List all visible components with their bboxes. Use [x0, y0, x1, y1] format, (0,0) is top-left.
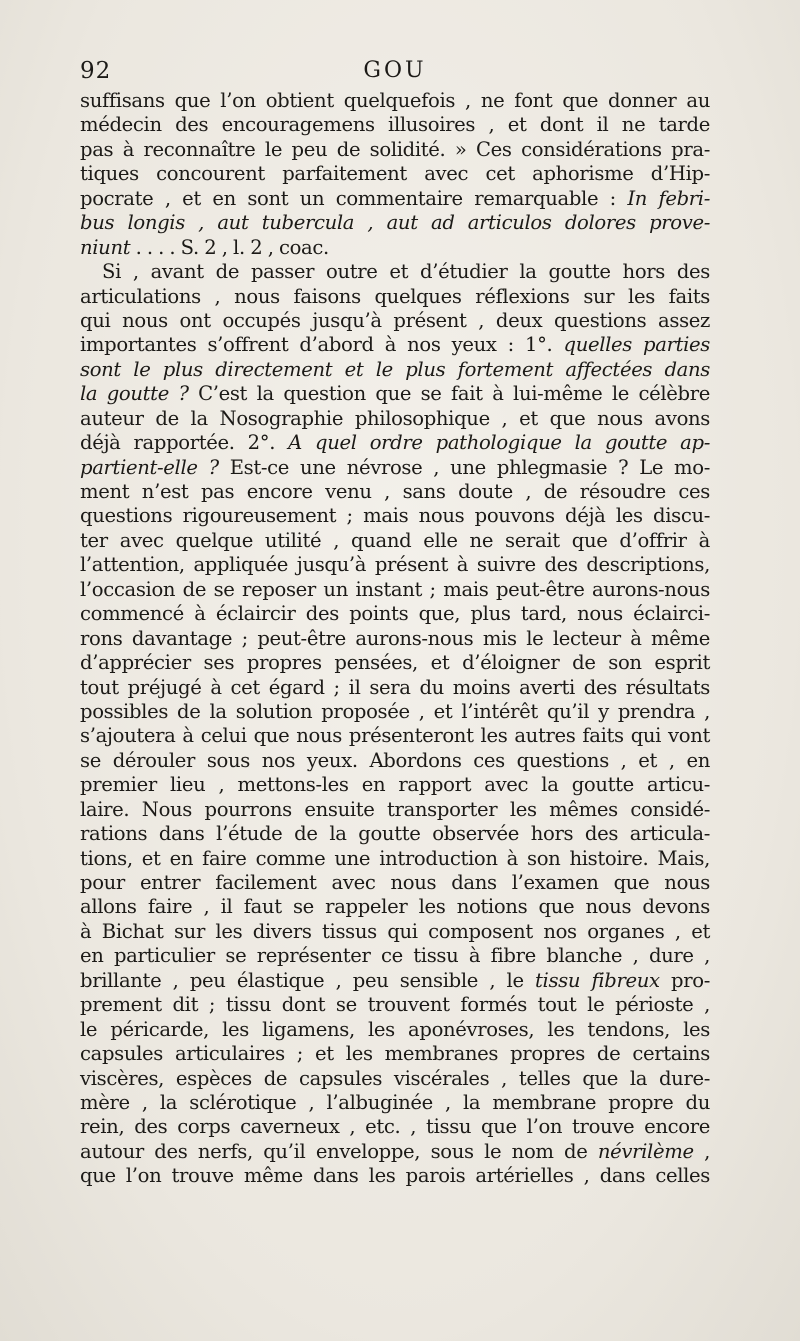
- text-line: [80, 89, 710, 113]
- text-line: [80, 944, 710, 968]
- text-fragment: en particulier se représenter ce tissu à fibre blanche , dure ,: [80, 944, 710, 968]
- text-line: [80, 285, 710, 309]
- text-fragment: pocrate , et en sont un commentaire remarquable :: [80, 186, 628, 210]
- text-fragment: prement dit ; tissu dont se trouvent formés tout le périoste ,: [80, 993, 710, 1017]
- text-fragment: possibles de la solution proposée , et l’intérêt qu’il y prendra ,: [80, 699, 710, 723]
- text-line: [80, 236, 710, 260]
- text-line: [80, 1164, 710, 1188]
- text-fragment: articulations , nous faisons quelques réflexions sur les faits: [80, 284, 710, 308]
- text-line: [80, 431, 710, 455]
- text-fragment: auteur de la Nosographie philosophique , et que nous avons: [80, 406, 710, 430]
- text-fragment: rations dans l’étude de la goutte observée hors des articula-: [80, 822, 710, 846]
- italic-text: la goutte ?: [80, 382, 189, 406]
- text-line: [80, 895, 710, 919]
- italic-text: sont le plus directement et le plus fortement affectées dans: [80, 357, 710, 381]
- text-line: [80, 700, 710, 724]
- body-text: [80, 89, 710, 1189]
- text-line: [80, 211, 710, 235]
- text-line: [80, 1018, 710, 1042]
- text-fragment: qui nous ont occupés jusqu’à présent , deux questions assez: [80, 308, 710, 332]
- text-fragment: ter avec quelque utilité , quand elle ne serait que d’offrir à: [80, 528, 710, 552]
- text-line: [80, 456, 710, 480]
- text-fragment: rein, des corps caverneux , etc. , tissu que l’on trouve encore: [80, 1115, 710, 1139]
- text-line: [80, 920, 710, 944]
- text-line: [80, 676, 710, 700]
- text-fragment: Si , avant de passer outre et d’étudier la goutte hors des: [102, 260, 710, 284]
- text-line: [80, 187, 710, 211]
- text-fragment: tions, et en faire comme une introduction à son histoire. Mais,: [80, 846, 710, 870]
- italic-text: A quel ordre pathologique la goutte ap-: [288, 431, 710, 455]
- text-fragment: laire. Nous pourrons ensuite transporter les mêmes considé-: [80, 797, 710, 821]
- text-fragment: se dérouler sous nos yeux. Abordons ces questions , et , en: [80, 748, 710, 772]
- text-fragment: ,: [693, 1139, 710, 1163]
- text-fragment: rons davantage ; peut-être aurons-nous mis le lecteur à même: [80, 626, 710, 650]
- text-line: [80, 382, 710, 406]
- text-fragment: . . . . S. 2 , l. 2 , coac.: [130, 235, 329, 259]
- italic-text: partient-elle ?: [80, 455, 219, 479]
- text-line: [80, 504, 710, 528]
- italic-text: quelles parties: [563, 333, 710, 357]
- text-line: [80, 1067, 710, 1091]
- text-line: [80, 724, 710, 748]
- text-fragment: tiques concourent parfaitement avec cet aphorisme d’Hip-: [80, 162, 710, 186]
- text-fragment: le péricarde, les ligamens, les aponévroses, les tendons, les: [80, 1017, 710, 1041]
- text-line: [80, 578, 710, 602]
- text-line: [80, 651, 710, 675]
- text-fragment: autour des nerfs, qu’il enveloppe, sous le nom de: [80, 1139, 598, 1163]
- text-fragment: à Bichat sur les divers tissus qui composent nos organes , et: [80, 919, 710, 943]
- text-line: [80, 822, 710, 846]
- text-fragment: viscères, espèces de capsules viscérales , telles que la dure-: [80, 1066, 710, 1090]
- text-fragment: ment n’est pas encore venu , sans doute , de résoudre ces: [80, 480, 710, 503]
- text-fragment: Est-ce une névrose , une phlegmasie ? Le mo-: [218, 455, 710, 479]
- text-line: [80, 749, 710, 773]
- text-line: [80, 627, 710, 651]
- text-line: [80, 553, 710, 577]
- page-number: 92: [80, 58, 112, 84]
- text-fragment: mère , la sclérotique , l’albuginée , la membrane propre du: [80, 1090, 710, 1114]
- text-line: [80, 480, 710, 504]
- text-line: [80, 871, 710, 895]
- text-line: [80, 309, 710, 333]
- text-fragment: l’occasion de se reposer un instant ; mais peut-être aurons-nous: [80, 577, 710, 601]
- page-header: [80, 58, 710, 92]
- text-fragment: importantes s’offrent d’abord à nos yeux : 1°.: [80, 333, 564, 357]
- text-line: [80, 1115, 710, 1139]
- italic-text: In febri-: [627, 186, 710, 210]
- text-line: [80, 407, 710, 431]
- text-fragment: premier lieu , mettons-les en rapport avec la goutte articu-: [80, 773, 710, 797]
- text-fragment: suffisans que l’on obtient quelquefois , ne font que donner au: [80, 89, 710, 112]
- italic-text: névrilème: [597, 1139, 694, 1163]
- text-fragment: capsules articulaires ; et les membranes propres de certains: [80, 1042, 710, 1066]
- running-head: GOU: [363, 58, 427, 83]
- italic-text: tissu fibreux: [535, 968, 660, 992]
- text-line: [80, 602, 710, 626]
- text-fragment: pour entrer facilement avec nous dans l’examen que nous: [80, 871, 710, 894]
- italic-text: bus longis , aut tubercula , aut ad articulos dolores prove-: [80, 211, 710, 235]
- text-line: [80, 773, 710, 797]
- text-fragment: pas à reconnaître le peu de solidité. » Ces considérations pra-: [80, 137, 710, 161]
- text-fragment: allons faire , il faut se rappeler les notions que nous devons: [80, 895, 710, 919]
- text-line: [80, 847, 710, 871]
- text-line: [80, 798, 710, 822]
- text-fragment: pro-: [659, 968, 710, 992]
- text-line: [80, 1091, 710, 1115]
- text-fragment: commencé à éclaircir des points que, plus tard, nous éclairci-: [80, 602, 710, 626]
- text-line: [80, 113, 710, 137]
- text-line: [80, 162, 710, 186]
- text-fragment: l’attention, appliquée jusqu’à présent à suivre des descriptions,: [80, 553, 710, 577]
- text-line: [80, 333, 710, 357]
- text-fragment: s’ajoutera à celui que nous présenteront les autres faits qui vont: [80, 724, 710, 748]
- text-fragment: brillante , peu élastique , peu sensible , le: [80, 968, 536, 992]
- text-fragment: tout préjugé à cet égard ; il sera du moins averti des résultats: [80, 675, 710, 699]
- text-fragment: d’apprécier ses propres pensées, et d’éloigner de son esprit: [80, 651, 710, 675]
- text-line: [80, 260, 710, 284]
- text-line: [80, 1140, 710, 1164]
- text-line: [80, 1042, 710, 1066]
- italic-text: niunt: [80, 235, 131, 259]
- text-fragment: médecin des encouragemens illusoires , et dont il ne tarde: [80, 113, 710, 137]
- text-fragment: déjà rapportée. 2°.: [80, 431, 289, 455]
- text-line: [80, 138, 710, 162]
- text-line: [80, 993, 710, 1017]
- text-line: [80, 358, 710, 382]
- text-fragment: que l’on trouve même dans les parois artérielles , dans celles: [80, 1164, 710, 1188]
- text-line: [80, 529, 710, 553]
- text-line: [80, 969, 710, 993]
- text-fragment: C’est la question que se fait à lui-même le célèbre: [188, 382, 710, 406]
- text-fragment: questions rigoureusement ; mais nous pouvons déjà les discu-: [80, 504, 710, 528]
